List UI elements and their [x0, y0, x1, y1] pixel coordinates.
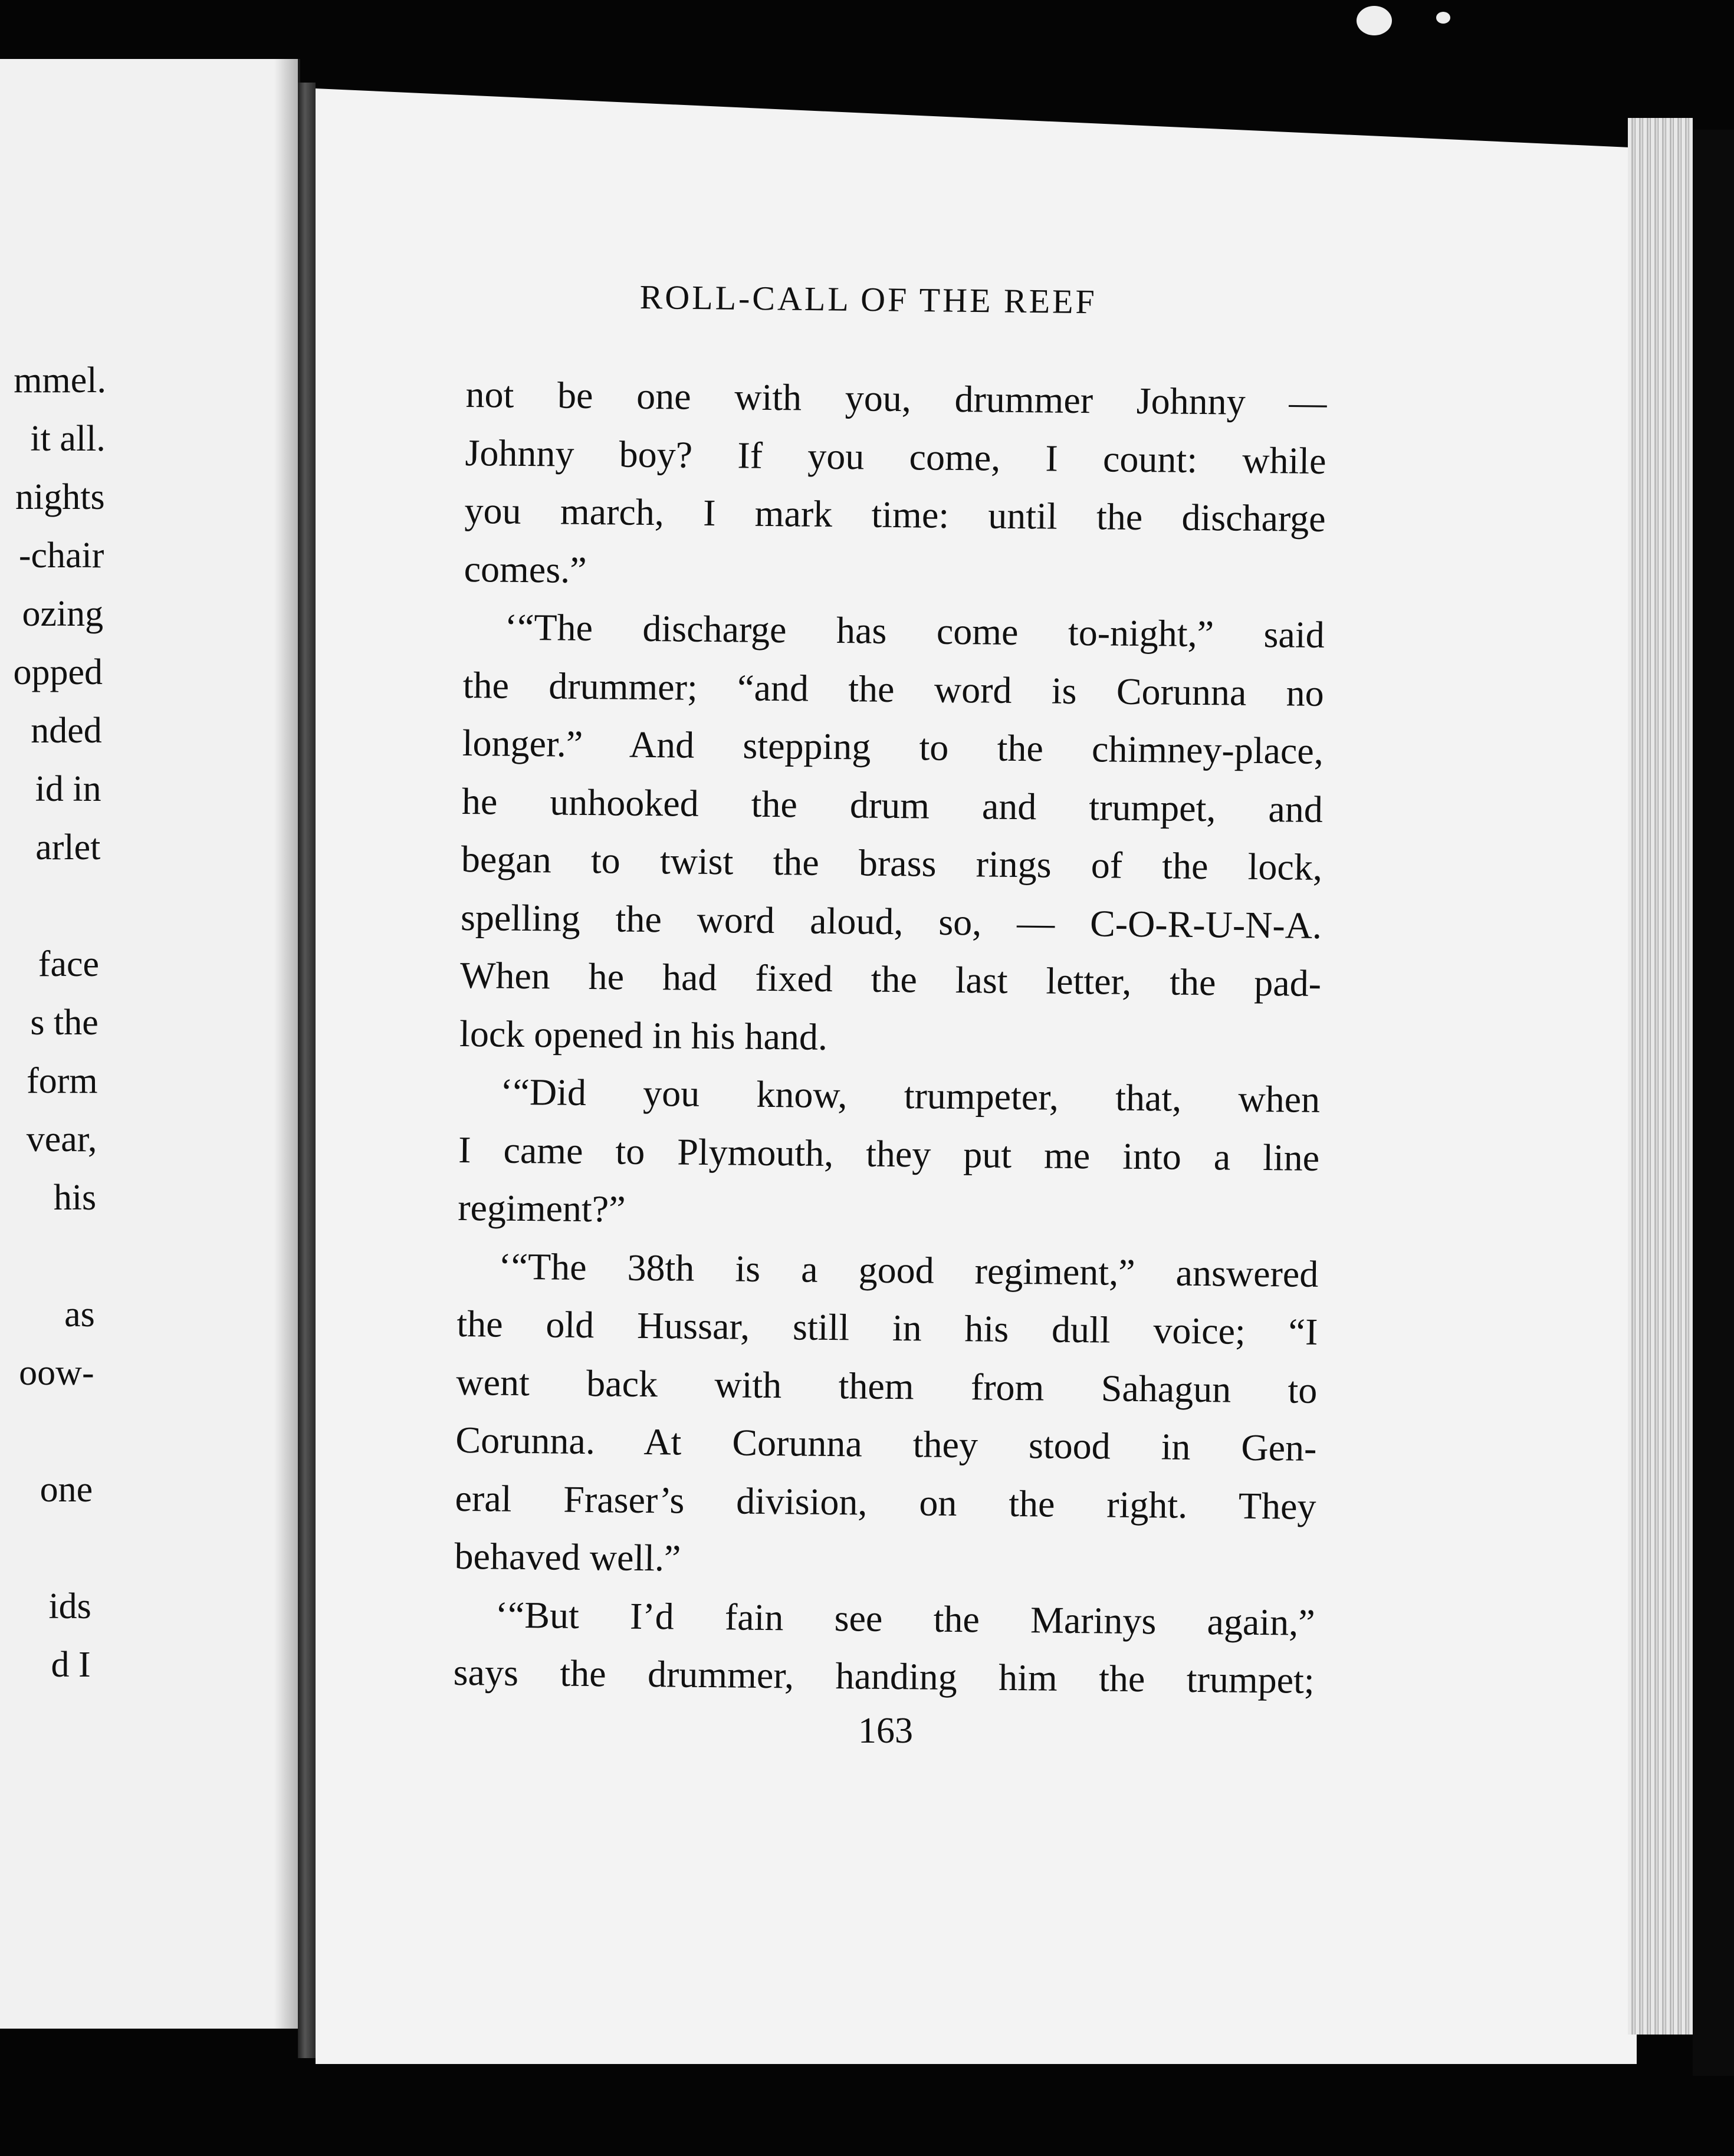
body-line: Corunna. At Corunna they stood in Gen-	[455, 1418, 1317, 1469]
body-line: he unhooked the drum and trumpet, and	[461, 780, 1324, 830]
body-line: ‘“But I’d fain see the Marinys again,”	[495, 1593, 1315, 1644]
left-page-line: arlet	[35, 827, 101, 867]
body-line: you march, I mark time: until the discharge	[464, 489, 1326, 540]
body-line: lock opened in his hand.	[459, 1012, 828, 1058]
body-line: behaved well.”	[454, 1534, 681, 1579]
body-line: spelling the word aloud, so, — C-O-R-U-N-A.	[460, 896, 1322, 946]
left-page-line: face	[38, 944, 99, 984]
body-line: ‘“Did you know, trumpeter, that, when	[500, 1070, 1321, 1120]
body-line: the old Hussar, still in his dull voice; “I	[457, 1302, 1318, 1353]
left-facing-page	[0, 59, 300, 2029]
left-page-line: opped	[13, 652, 103, 692]
body-line: I came to Plymouth, they put me into a line	[458, 1128, 1320, 1179]
scan-artifact	[1357, 6, 1392, 35]
running-head: ROLL-CALL OF THE REEF	[639, 277, 1098, 321]
left-page-line: -chair	[18, 535, 104, 576]
left-page-line: as	[64, 1294, 95, 1335]
body-line: comes.”	[464, 547, 587, 591]
body-line: went back with them from Sahagun to	[456, 1360, 1318, 1411]
left-page-line: nded	[31, 711, 102, 751]
left-page-line: ids	[48, 1586, 91, 1626]
body-line: eral Fraser’s division, on the right. They	[455, 1477, 1316, 1527]
left-page-line: it all.	[30, 419, 106, 459]
body-text	[453, 366, 1327, 1710]
left-page-line: oow-	[19, 1353, 94, 1393]
body-line: When he had fixed the last letter, the pad-	[459, 954, 1322, 1004]
left-page-line: his	[53, 1178, 97, 1218]
left-page-line: d I	[51, 1645, 91, 1685]
page-number: 163	[858, 1711, 913, 1751]
body-line: Johnny boy? If you come, I count: while	[465, 431, 1326, 482]
gutter-shadow	[274, 59, 298, 2029]
body-line: ‘“The 38th is a good regiment,” answered	[498, 1245, 1319, 1295]
background-edge	[1693, 130, 1734, 2076]
body-line: longer.” And stepping to the chimney-place,	[462, 721, 1324, 772]
left-page-line: one	[40, 1470, 93, 1510]
left-page-line: id in	[35, 769, 101, 809]
body-line: not be one with you, drummer Johnny —	[465, 373, 1327, 424]
left-page-line: form	[27, 1061, 98, 1101]
left-page-line: ozing	[22, 594, 104, 634]
book-spine	[298, 83, 316, 2058]
page-edges	[1628, 118, 1693, 2035]
body-line: ‘“The discharge has come to-night,” said	[504, 606, 1325, 656]
left-page-line: vear,	[26, 1119, 97, 1159]
body-line: regiment?”	[457, 1186, 626, 1230]
left-page-line: s the	[30, 1003, 98, 1043]
body-line: says the drummer, handing him the trumpet;	[453, 1651, 1315, 1701]
left-page-line: mmel.	[14, 360, 106, 400]
body-line: the drummer; “and the word is Corunna no	[462, 663, 1325, 714]
left-page-line: nights	[15, 477, 105, 517]
body-line: began to twist the brass rings of the lock,	[461, 837, 1323, 888]
scan-artifact	[1436, 12, 1450, 24]
